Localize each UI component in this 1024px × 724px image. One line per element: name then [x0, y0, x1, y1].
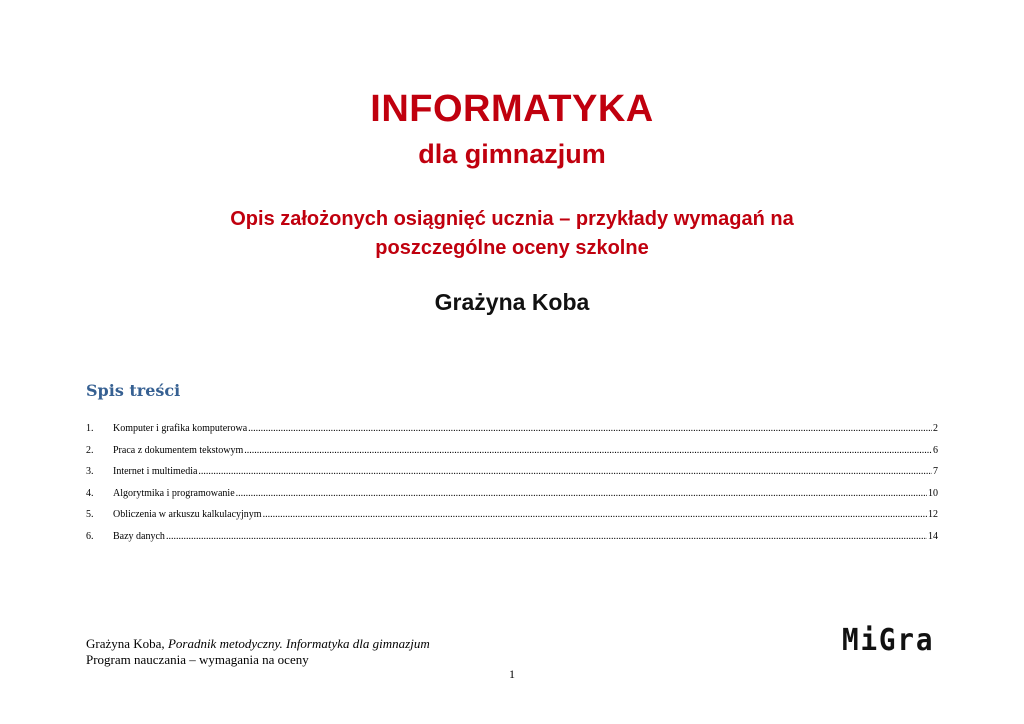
toc-item-5[interactable] [86, 509, 938, 531]
toc-heading: Spis treści [86, 381, 181, 400]
toc-leader-dots [198, 466, 932, 477]
publisher-logo: MiGra [842, 623, 935, 658]
toc-item-number: 3. [86, 466, 94, 478]
toc-item-label[interactable]: Bazy danych [113, 530, 165, 542]
document-title: INFORMATYKA [370, 88, 654, 130]
document-author: Grażyna Koba [434, 289, 590, 315]
toc-item-6[interactable] [86, 531, 938, 553]
toc-item-number: 2. [86, 444, 94, 456]
toc-item-3[interactable] [86, 466, 938, 488]
footer-author: Grażyna Koba, [86, 636, 168, 651]
toc-item-page[interactable]: 6 [933, 444, 938, 456]
toc-leader-dots [263, 509, 927, 520]
toc-leader-dots [244, 445, 932, 456]
table-of-contents [86, 423, 938, 553]
toc-item-label[interactable]: Obliczenia w arkuszu kalkulacyjnym [113, 509, 262, 521]
toc-item-number: 4. [86, 487, 94, 499]
page-number: 1 [509, 667, 515, 681]
toc-item-label[interactable]: Praca z dokumentem tekstowym [113, 444, 244, 456]
toc-item-number: 5. [86, 509, 94, 521]
document-description [0, 205, 1024, 263]
description-line-2: poszczególne oceny szkolne [375, 237, 649, 259]
toc-item-page[interactable]: 12 [928, 509, 938, 521]
toc-item-label[interactable]: Algorytmika i programowanie [113, 487, 235, 499]
toc-item-2[interactable] [86, 445, 938, 467]
toc-item-number: 1. [86, 423, 94, 434]
toc-item-label[interactable]: Internet i multimedia [113, 466, 198, 478]
document-subtitle: dla gimnazjum [418, 139, 606, 169]
toc-item-page[interactable]: 14 [928, 530, 938, 542]
toc-leader-dots [248, 423, 932, 434]
toc-item-page[interactable]: 2 [933, 423, 938, 434]
footer-line-2: Program nauczania – wymagania na oceny [86, 652, 309, 667]
toc-leader-dots [166, 531, 927, 542]
toc-item-page[interactable]: 7 [933, 466, 938, 478]
toc-item-4[interactable] [86, 488, 938, 510]
toc-item-1[interactable] [86, 423, 938, 445]
toc-item-number: 6. [86, 530, 94, 542]
toc-item-label[interactable]: Komputer i grafika komputerowa [113, 423, 248, 434]
description-line-1: Opis założonych osiągnięć ucznia – przykłady wymagań na [230, 208, 794, 230]
page-footer [86, 636, 430, 668]
toc-leader-dots [236, 488, 927, 499]
toc-item-page[interactable]: 10 [928, 487, 938, 499]
footer-line-1 [86, 636, 430, 652]
footer-book-title: Poradnik metodyczny. Informatyka dla gimnazjum [167, 636, 430, 651]
